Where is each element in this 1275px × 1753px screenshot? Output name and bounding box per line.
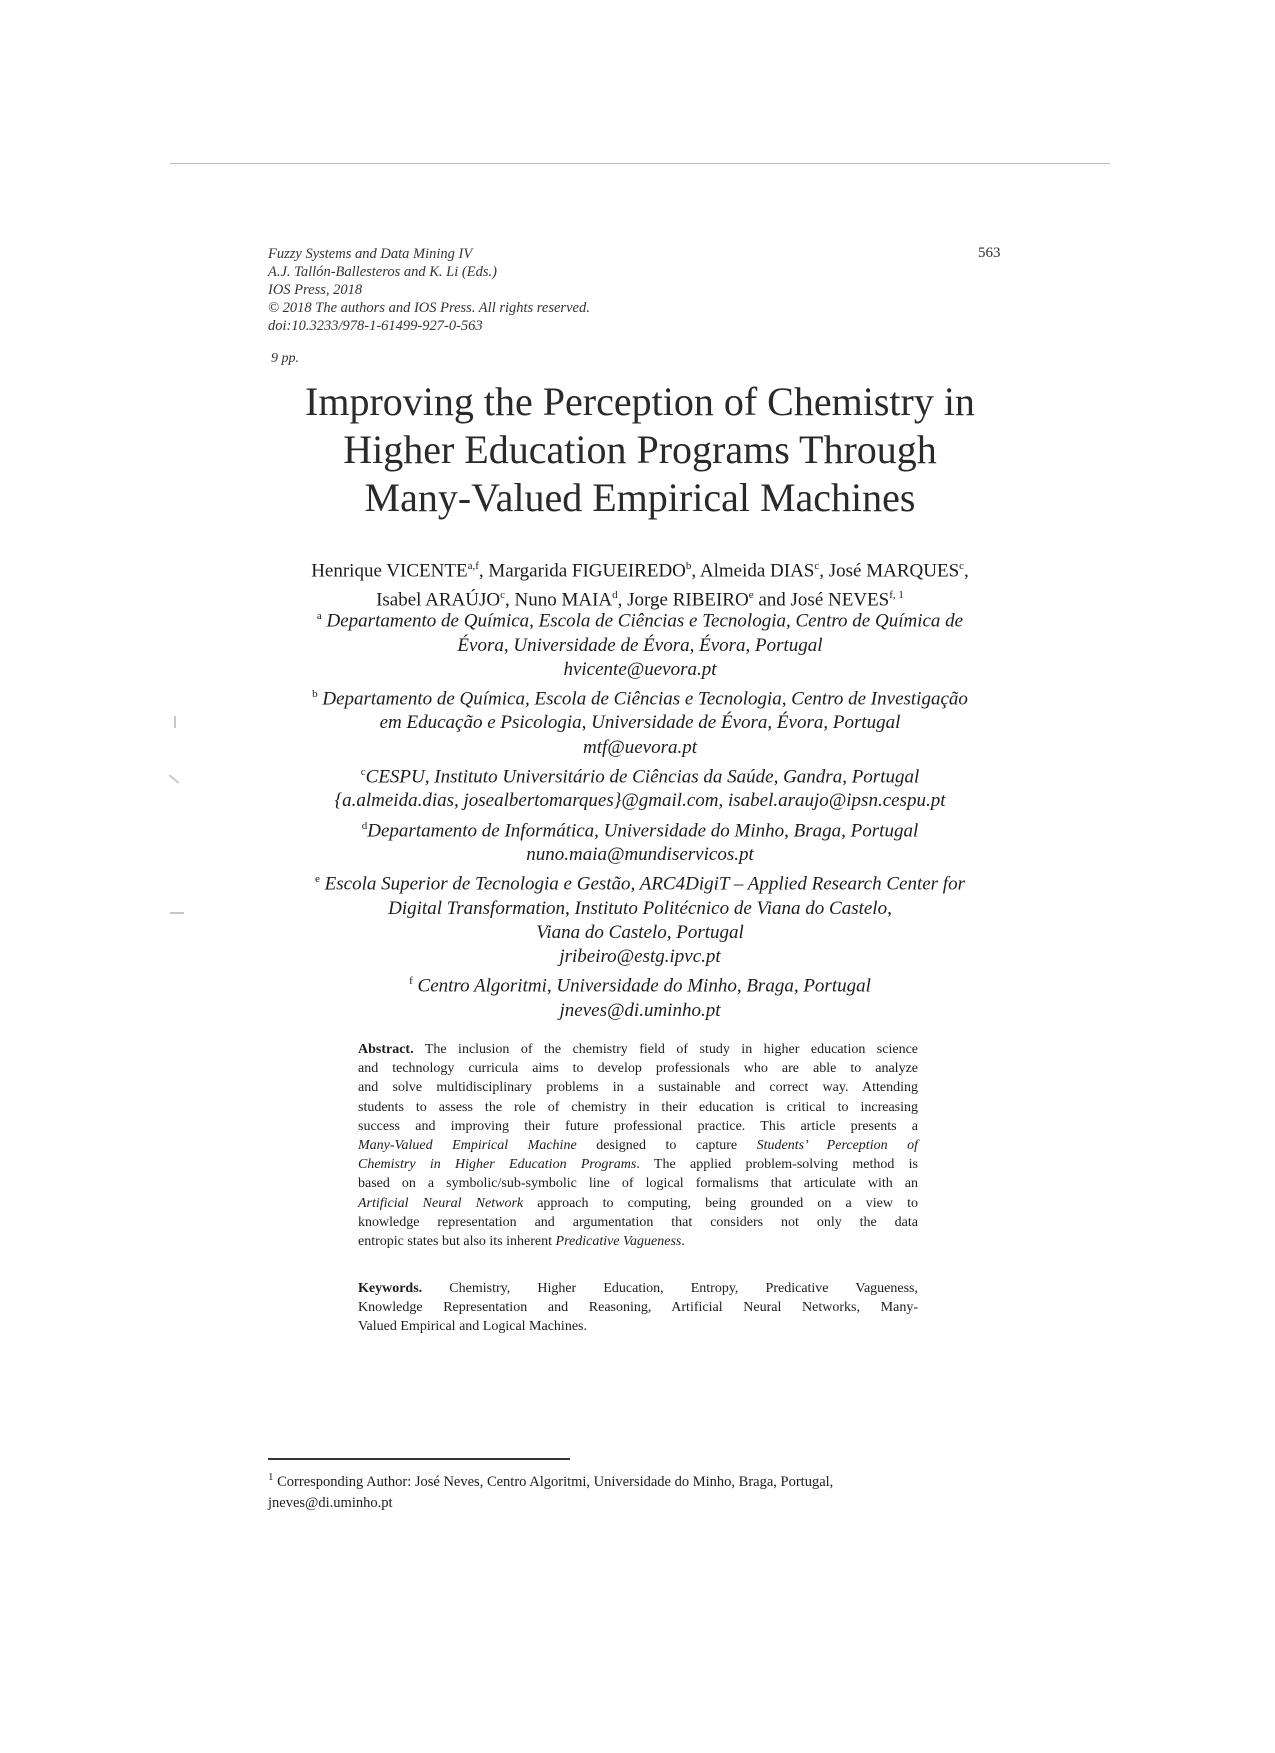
affiliation-line — [150, 867, 1130, 897]
affiliation-text: Departamento de Informática, Universidade do Minho, Braga, Portugal — [367, 819, 919, 841]
abstract-line — [358, 1194, 918, 1213]
author-name: José MARQUES — [828, 560, 960, 582]
affiliation-sup: f — [409, 975, 413, 988]
journal-header-line: A.J. Tallón-Ballesteros and K. Li (Eds.) — [268, 264, 497, 280]
affiliation-email — [150, 843, 1130, 867]
affiliation-text: CESPU, Instituto Universitário de Ciências da Saúde, Gandra, Portugal — [365, 766, 920, 788]
abstract-text: approach to computing, being grounded on a view to — [523, 1195, 918, 1211]
abstract-line — [358, 1155, 918, 1174]
abstract-text: and solve multidisciplinary problems in a sustainable and correct way. Attending — [358, 1080, 918, 1096]
journal-header-line: IOS Press, 2018 — [268, 282, 363, 298]
abstract-text: designed to capture — [576, 1137, 757, 1153]
abstract-line — [358, 1213, 918, 1232]
affiliation-text: Departamento de Química, Escola de Ciências e Tecnologia, Centro de Investigação — [322, 688, 968, 710]
author-affil-sup: c — [959, 560, 965, 572]
journal-header-line: Fuzzy Systems and Data Mining IV — [268, 246, 473, 262]
affiliation-line — [150, 814, 1130, 844]
affiliation-line — [150, 760, 1130, 790]
affiliation-text: em Educação e Psicologia, Universidade de Évora, Évora, Portugal — [379, 712, 901, 734]
affiliation-line — [150, 634, 1130, 658]
abstract-line — [358, 1174, 918, 1193]
abstract-italic: Many-Valued Empirical Machine — [358, 1137, 577, 1153]
affiliation-email — [150, 789, 1130, 813]
author-affil-sup: e — [748, 589, 754, 602]
title-line: Improving the Perception of Chemistry in — [305, 379, 975, 424]
author-sep: and — [753, 589, 791, 611]
abstract-text: entropic states but also its inherent — [358, 1233, 556, 1249]
affiliation-sup: b — [312, 687, 318, 700]
footnote-line — [268, 1467, 928, 1493]
author-affil-sup: f, 1 — [889, 589, 904, 602]
author-name: Henrique VICENTE — [311, 560, 468, 582]
affiliation-email — [150, 999, 1130, 1023]
abstract-text: based on a symbolic/sub-symbolic line of logical formalisms that articulate with an — [358, 1176, 918, 1192]
footnote — [268, 1467, 928, 1514]
author-name: Nuno MAIA — [514, 589, 613, 611]
scan-top-rule — [170, 163, 1110, 164]
affiliation-text: nuno.maia@mundiservicos.pt — [526, 844, 754, 866]
title-line: Many-Valued Empirical Machines — [364, 475, 916, 520]
author-sep: , — [819, 560, 829, 582]
affiliation-line — [150, 921, 1130, 945]
abstract-italic: Chemistry in Higher Education Programs — [358, 1157, 637, 1173]
page-number: 563 — [978, 245, 1001, 261]
journal-header-line: © 2018 The authors and IOS Press. All rights reserved. — [268, 300, 590, 316]
abstract-italic: Artificial Neural Network — [358, 1195, 524, 1211]
keywords-line — [358, 1298, 918, 1317]
author-sep: , — [478, 560, 489, 582]
abstract-text: success and improving their future professional practice. This article presents a — [358, 1118, 918, 1134]
abstract — [358, 1040, 918, 1251]
paper-title — [200, 378, 1080, 522]
footnote-text: jneves@di.uminho.pt — [268, 1494, 393, 1511]
abstract-text: The inclusion of the chemistry field of study in higher education science — [413, 1042, 918, 1057]
keywords-text: Chemistry, Higher Education, Entropy, Predicative Vagueness, — [422, 1281, 918, 1296]
footnote-rule — [268, 1458, 570, 1460]
affiliation-text: mtf@uevora.pt — [582, 736, 698, 758]
affiliation-email — [150, 736, 1130, 760]
abstract-text: . The applied problem-solving method is — [636, 1157, 918, 1173]
abstract-line — [358, 1098, 918, 1117]
abstract-line — [358, 1117, 918, 1136]
author-name: Jorge RIBEIRO — [627, 589, 749, 611]
affiliation-text: Centro Algoritmi, Universidade do Minho, Braga, Portugal — [417, 975, 871, 997]
author-sep: , — [505, 589, 515, 611]
abstract-text: . — [681, 1233, 685, 1249]
author-affil-sup: b — [685, 560, 692, 572]
author-sep: , — [964, 560, 969, 582]
journal-header-line: doi:10.3233/978-1-61499-927-0-563 — [268, 318, 483, 334]
affiliation-text: jribeiro@estg.ipvc.pt — [559, 946, 721, 968]
affiliation-email — [150, 658, 1130, 682]
author-name: Almeida DIAS — [699, 560, 815, 582]
abstract-label: Abstract. — [358, 1042, 414, 1057]
affiliation-line — [150, 711, 1130, 735]
abstract-line — [358, 1040, 918, 1059]
footnote-text: Corresponding Author: José Neves, Centro Algoritmi, Universidade do Minho, Braga, Portugal, — [277, 1473, 834, 1490]
abstract-line — [358, 1136, 918, 1155]
author-affil-sup: d — [612, 589, 618, 602]
author-sep: , — [691, 560, 700, 582]
affiliation-text: Digital Transformation, Instituto Politécnico de Viana do Castelo, — [388, 897, 892, 919]
affiliation-text: Évora, Universidade de Évora, Évora, Portugal — [457, 634, 823, 656]
affiliation-line — [150, 604, 1130, 634]
title-line: Higher Education Programs Through — [343, 427, 937, 472]
affiliation-sup: e — [315, 873, 320, 886]
keywords-line — [358, 1317, 918, 1336]
keywords-line — [358, 1279, 918, 1298]
affiliation-sup: d — [361, 819, 368, 832]
affiliation-email — [150, 945, 1130, 969]
affiliation-line — [150, 969, 1130, 999]
abstract-italic: Students’ Perception of — [756, 1137, 918, 1153]
journal-header — [268, 245, 1008, 335]
author-affil-sup: c — [814, 560, 820, 572]
keywords — [358, 1279, 918, 1337]
affiliation-sup: a — [316, 610, 322, 622]
author-line — [150, 554, 1130, 583]
keywords-text: Valued Empirical and Logical Machines. — [358, 1319, 587, 1335]
author-name: Margarida FIGUEIREDO — [488, 560, 686, 582]
author-sep: , — [617, 589, 628, 611]
author-name: Isabel ARAÚJO — [376, 589, 501, 611]
affiliation-text: {a.almeida.dias, josealbertomarques}@gmail.com, isabel.araujo@ipsn.cespu.pt — [334, 790, 946, 812]
abstract-text: and technology curricula aims to develop professionals who are able to analyze — [358, 1061, 918, 1077]
affiliation-text: jneves@di.uminho.pt — [559, 1000, 721, 1022]
abstract-line — [358, 1059, 918, 1078]
affiliation-text: Departamento de Química, Escola de Ciências e Tecnologia, Centro de Química de — [326, 610, 964, 632]
author-affil-sup: a,f — [467, 560, 479, 572]
author-affil-sup: c — [500, 589, 505, 602]
affiliation-text: Viana do Castelo, Portugal — [536, 922, 744, 944]
affiliation-list — [150, 604, 1130, 1023]
affiliation-text: Escola Superior de Tecnologia e Gestão, ARC4DigiT – Applied Research Center for — [324, 873, 965, 895]
abstract-text: students to assess the role of chemistry in their education is critical to increasing — [358, 1099, 918, 1115]
footnote-line — [268, 1493, 928, 1514]
abstract-line — [358, 1078, 918, 1097]
affiliation-line — [150, 682, 1130, 712]
abstract-italic: Predicative Vagueness — [555, 1233, 682, 1249]
abstract-text: knowledge representation and argumentation that considers not only the data — [358, 1214, 918, 1230]
affiliation-text: hvicente@uevora.pt — [563, 658, 717, 680]
keywords-text: Knowledge Representation and Reasoning, Artificial Neural Networks, Many- — [358, 1300, 918, 1316]
author-name: José NEVES — [790, 589, 890, 611]
handwritten-note: 9 pp. — [271, 351, 299, 366]
footnote-marker: 1 — [268, 1471, 274, 1483]
affiliation-sup: c — [360, 765, 366, 778]
abstract-line — [358, 1232, 918, 1251]
affiliation-line — [150, 897, 1130, 921]
keywords-label: Keywords. — [358, 1281, 423, 1296]
